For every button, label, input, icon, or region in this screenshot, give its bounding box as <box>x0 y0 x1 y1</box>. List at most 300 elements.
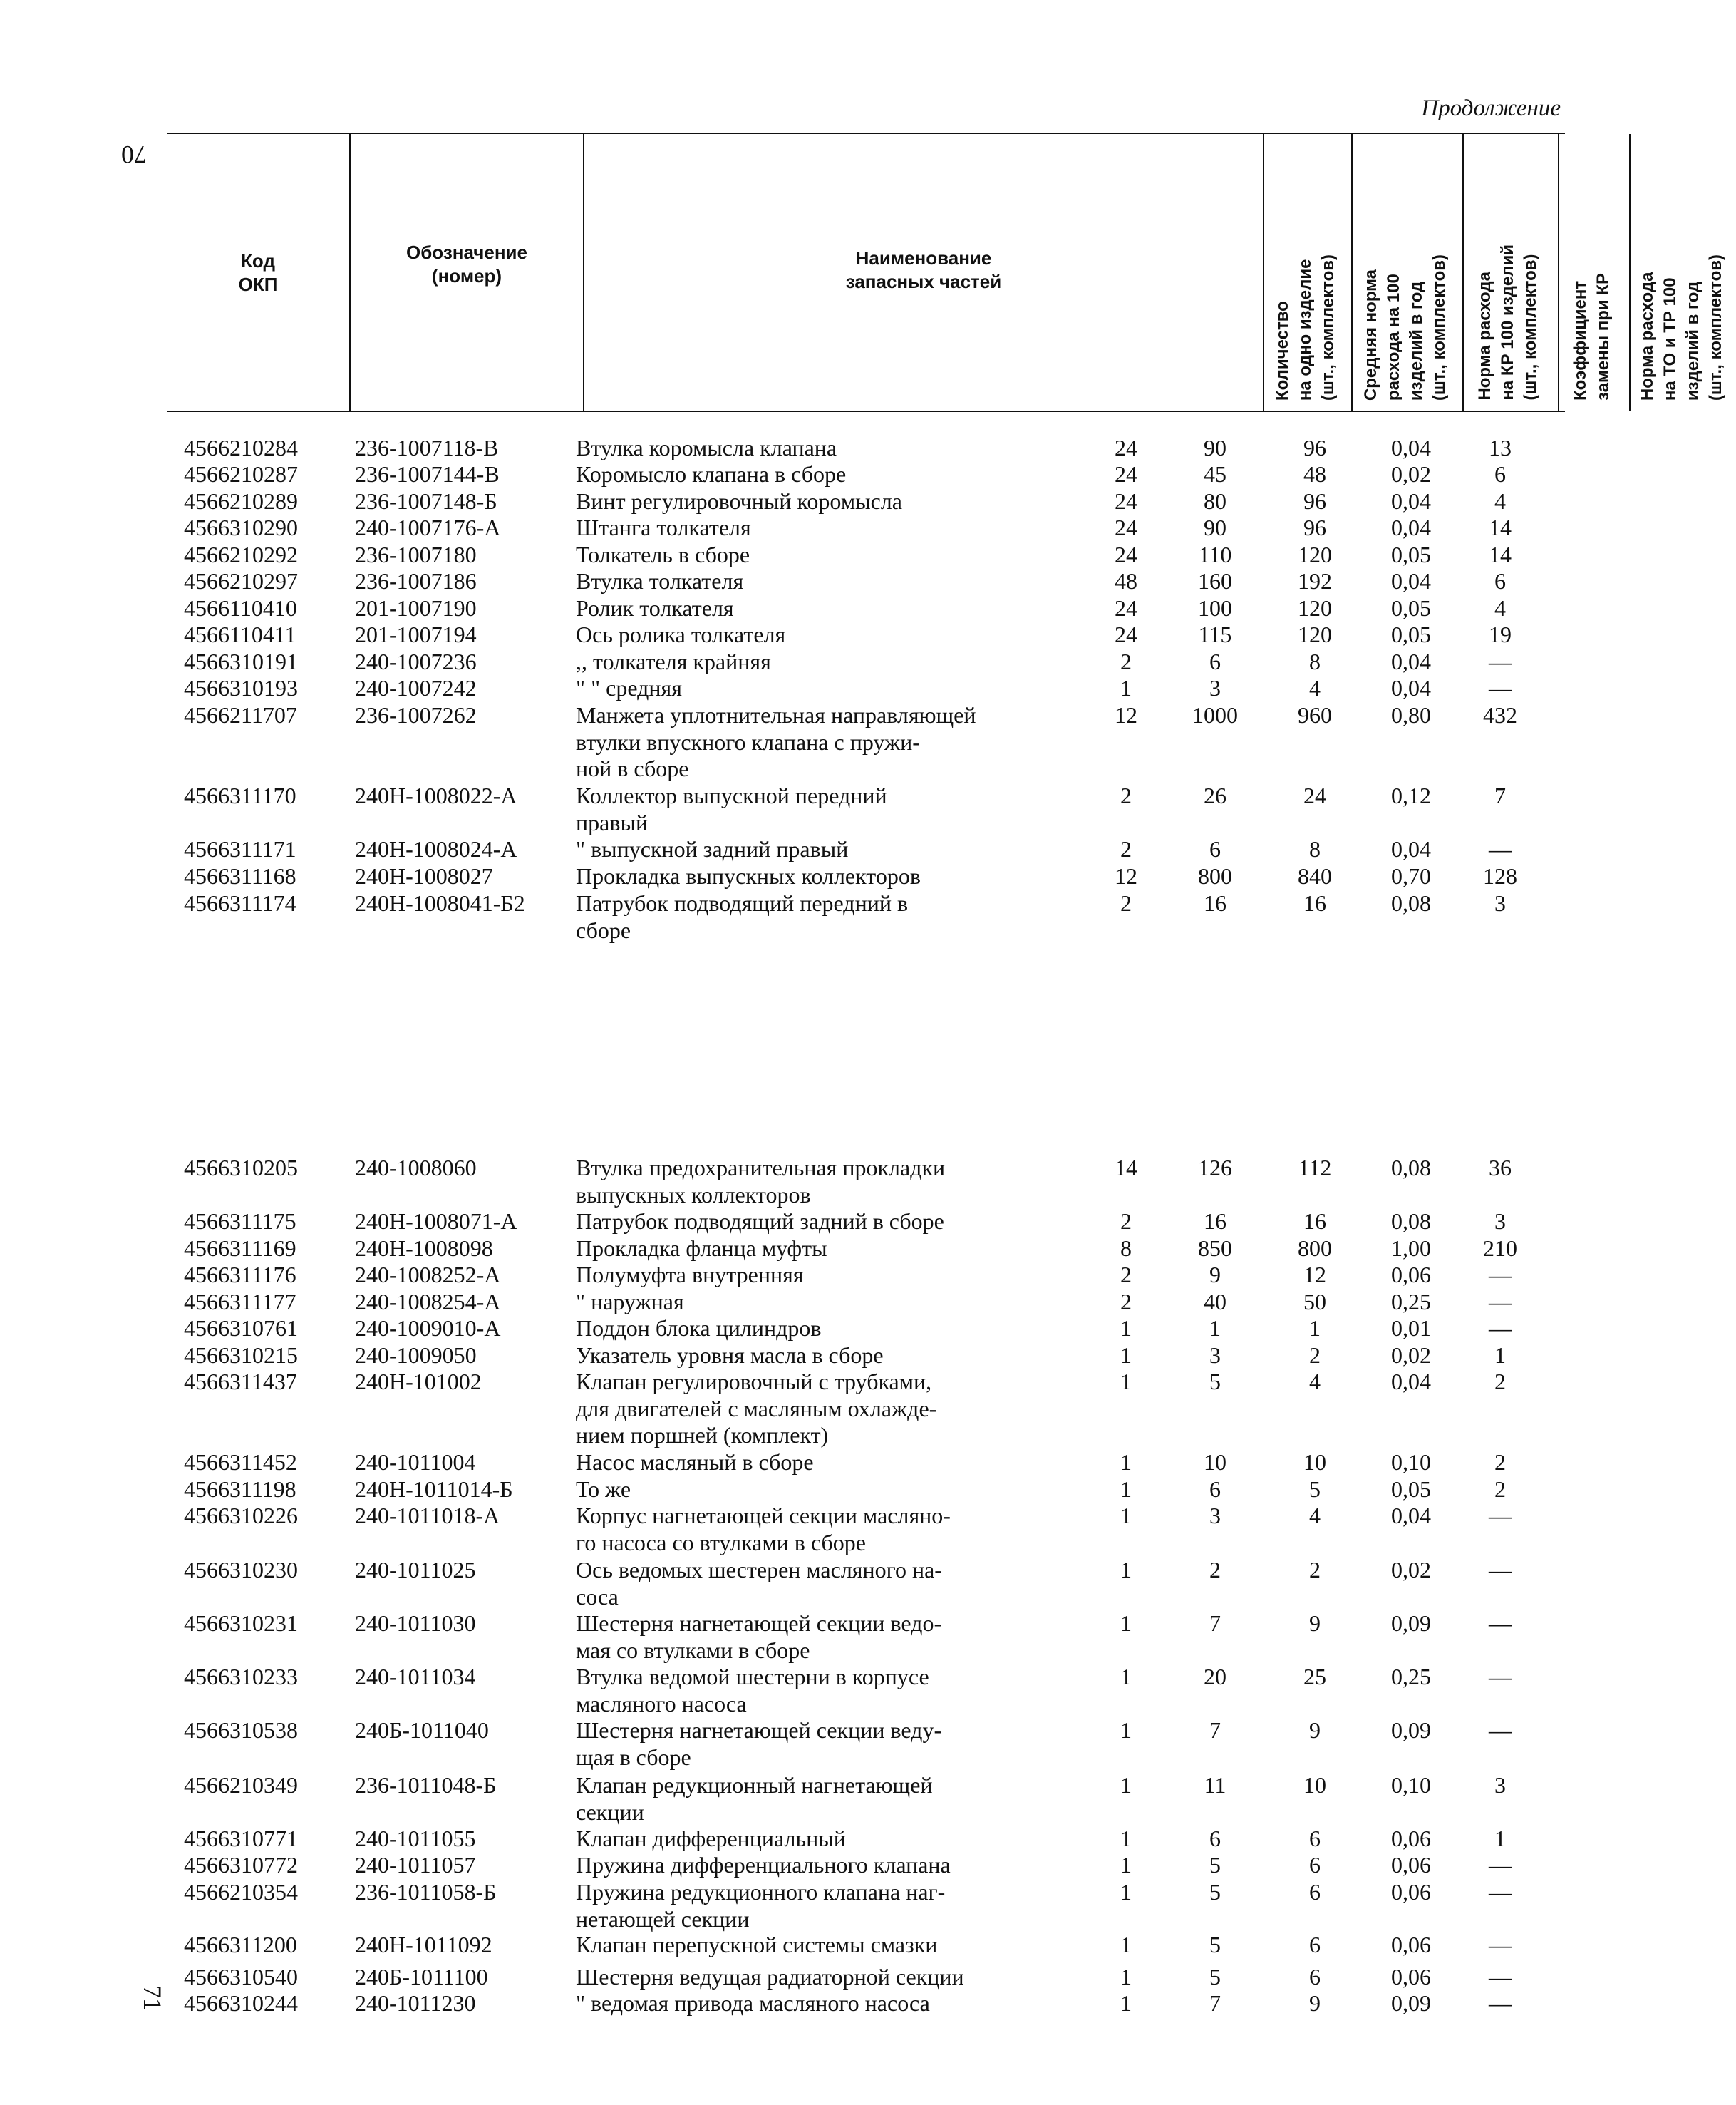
part-name: Шестерня нагнетающей секции веду- щая в сборе <box>576 1717 942 1770</box>
part-number: 240-1007242 <box>355 675 477 701</box>
part-name: ,, толкателя крайняя <box>576 649 771 674</box>
replace-coef: 0,04 <box>1391 1369 1431 1394</box>
part-number: 236-1007180 <box>355 542 477 567</box>
kr-rate: 96 <box>1303 515 1326 540</box>
okp-code: 4566210349 <box>184 1772 298 1798</box>
part-name: Втулка ведомой шестерни в корпусе масляного насоса <box>576 1664 929 1717</box>
to-rate: 432 <box>1483 702 1517 728</box>
okp-code: 4566210284 <box>184 435 298 460</box>
kr-rate: 800 <box>1298 1235 1332 1261</box>
replace-coef: 0,02 <box>1391 1557 1431 1582</box>
part-name: Патрубок подводящий задний в сборе <box>576 1208 944 1234</box>
kr-rate: 25 <box>1303 1664 1326 1689</box>
kr-rate: 12 <box>1303 1262 1326 1287</box>
header-kr-rate-cell <box>1462 134 1558 411</box>
kr-rate: 16 <box>1303 890 1326 916</box>
part-number: 240-1011030 <box>355 1610 476 1636</box>
okp-code: 4566210292 <box>184 542 298 567</box>
part-name: Втулка предохранительная прокладки выпускных коллекторов <box>576 1155 946 1208</box>
okp-code: 4566310771 <box>184 1826 298 1851</box>
okp-code: 4566311174 <box>184 890 296 916</box>
part-name: " выпускной задний правый <box>576 836 849 862</box>
kr-rate: 9 <box>1309 1717 1321 1743</box>
part-name: Шестерня ведущая радиаторной секции <box>576 1964 964 1990</box>
avg-rate: 20 <box>1204 1664 1226 1689</box>
qty-per-item: 24 <box>1115 488 1137 514</box>
replace-coef: 0,06 <box>1391 1879 1431 1905</box>
qty-per-item: 1 <box>1120 1610 1132 1636</box>
okp-code: 4566310772 <box>184 1852 298 1878</box>
replace-coef: 0,06 <box>1391 1262 1431 1287</box>
avg-rate: 100 <box>1198 595 1232 621</box>
avg-rate: 16 <box>1204 1208 1226 1234</box>
to-rate: 36 <box>1489 1155 1512 1180</box>
header-qty-cell <box>1263 134 1351 411</box>
header-okp-cell <box>167 134 349 411</box>
okp-code: 4566311452 <box>184 1449 297 1475</box>
avg-rate: 11 <box>1204 1772 1226 1798</box>
to-rate: 6 <box>1494 461 1506 487</box>
part-number: 236-1007262 <box>355 702 477 728</box>
part-name: Патрубок подводящий передний в сборе <box>576 890 909 943</box>
okp-code: 4566210354 <box>184 1879 298 1905</box>
kr-rate: 8 <box>1309 649 1321 674</box>
kr-rate: 6 <box>1309 1964 1321 1990</box>
qty-per-item: 2 <box>1120 890 1132 916</box>
kr-rate: 6 <box>1309 1852 1321 1878</box>
part-number: 236-1007118-В <box>355 435 499 460</box>
kr-rate: 4 <box>1309 675 1321 701</box>
part-name: Прокладка фланца муфты <box>576 1235 827 1261</box>
part-number: 240-1011004 <box>355 1449 476 1475</box>
okp-code: 4566311437 <box>184 1369 297 1394</box>
avg-rate: 7 <box>1209 1610 1221 1636</box>
part-number: 201-1007194 <box>355 622 477 647</box>
okp-code: 4566311200 <box>184 1932 297 1957</box>
to-rate: 14 <box>1489 515 1512 540</box>
part-number: 240Н-1008022-А <box>355 783 517 808</box>
replace-coef: 0,10 <box>1391 1449 1431 1475</box>
avg-rate: 110 <box>1198 542 1232 567</box>
kr-rate: 5 <box>1309 1476 1321 1502</box>
kr-rate: 9 <box>1309 1610 1321 1636</box>
replace-coef: 1,00 <box>1391 1235 1431 1261</box>
page-number-bottom: 71 <box>138 1985 167 2011</box>
to-rate: — <box>1489 1503 1512 1528</box>
part-number: 240-1011034 <box>355 1664 476 1689</box>
okp-code: 4566310191 <box>184 649 298 674</box>
to-rate: — <box>1489 1289 1512 1314</box>
kr-rate: 2 <box>1309 1342 1321 1368</box>
okp-code: 4566311198 <box>184 1476 296 1502</box>
part-number: 236-1007144-В <box>355 461 500 487</box>
qty-per-item: 2 <box>1120 649 1132 674</box>
header-designation-cell <box>349 134 583 411</box>
okp-code: 4566311169 <box>184 1235 296 1261</box>
part-name: Клапан дифференциальный <box>576 1826 846 1851</box>
to-rate: 4 <box>1494 595 1506 621</box>
avg-rate: 7 <box>1209 1717 1221 1743</box>
header-to-rate: Норма расхода на ТО и ТР 100 изделий в год (шт., комплектов) <box>1638 254 1725 401</box>
header-okp: Код ОКП <box>238 250 278 295</box>
kr-rate: 50 <box>1303 1289 1326 1314</box>
part-name: " наружная <box>576 1289 684 1314</box>
okp-code: 4566310205 <box>184 1155 298 1180</box>
part-number: 240-1008060 <box>355 1155 477 1180</box>
qty-per-item: 1 <box>1120 1503 1132 1528</box>
part-name: Клапан перепускной системы смазки <box>576 1932 938 1957</box>
avg-rate: 160 <box>1198 568 1232 594</box>
part-name: Пружина редукционного клапана наг- нетающей секции <box>576 1879 946 1932</box>
qty-per-item: 1 <box>1120 1342 1132 1368</box>
to-rate: 1 <box>1494 1342 1506 1368</box>
part-name: Указатель уровня масла в сборе <box>576 1342 884 1368</box>
part-number: 240Н-1008071-А <box>355 1208 517 1234</box>
qty-per-item: 1 <box>1120 1449 1132 1475</box>
to-rate: — <box>1489 1964 1512 1990</box>
okp-code: 4566311171 <box>184 836 296 862</box>
avg-rate: 2 <box>1209 1557 1221 1582</box>
qty-per-item: 2 <box>1120 1208 1132 1234</box>
to-rate: — <box>1489 1879 1512 1905</box>
replace-coef: 0,04 <box>1391 568 1431 594</box>
replace-coef: 0,02 <box>1391 461 1431 487</box>
part-name: Клапан регулировочный с трубками, для двигателей с масляным охлажде- нием поршней (комплект) <box>576 1369 937 1448</box>
kr-rate: 192 <box>1298 568 1332 594</box>
to-rate: 128 <box>1483 863 1517 889</box>
okp-code: 4566311177 <box>184 1289 296 1314</box>
okp-code: 4566311175 <box>184 1208 296 1234</box>
avg-rate: 90 <box>1204 435 1226 460</box>
header-coef: Коэффициент замены при КР <box>1571 273 1613 401</box>
replace-coef: 0,06 <box>1391 1964 1431 1990</box>
to-rate: — <box>1489 1262 1512 1287</box>
qty-per-item: 14 <box>1115 1155 1137 1180</box>
header-avg-rate-cell <box>1351 134 1462 411</box>
okp-code: 4566110410 <box>184 595 297 621</box>
qty-per-item: 1 <box>1120 1990 1132 2016</box>
qty-per-item: 2 <box>1120 783 1132 808</box>
part-number: 240-1009010-А <box>355 1315 501 1341</box>
avg-rate: 80 <box>1204 488 1226 514</box>
avg-rate: 9 <box>1209 1262 1221 1287</box>
kr-rate: 6 <box>1309 1826 1321 1851</box>
okp-code: 4566110411 <box>184 622 296 647</box>
avg-rate: 3 <box>1209 675 1221 701</box>
replace-coef: 0,25 <box>1391 1289 1431 1314</box>
to-rate: 1 <box>1494 1826 1506 1851</box>
part-name: Ролик толкателя <box>576 595 734 621</box>
part-name: Ось ведомых шестерен масляного на- соса <box>576 1557 942 1610</box>
replace-coef: 0,05 <box>1391 1476 1431 1502</box>
part-name: Втулка толкателя <box>576 568 744 594</box>
replace-coef: 0,09 <box>1391 1717 1431 1743</box>
part-name: Пружина дифференциального клапана <box>576 1852 951 1878</box>
qty-per-item: 1 <box>1120 1932 1132 1957</box>
qty-per-item: 1 <box>1120 1369 1132 1394</box>
to-rate: — <box>1489 1990 1512 2016</box>
part-number: 240Б-1011040 <box>355 1717 489 1743</box>
okp-code: 4566310231 <box>184 1610 298 1636</box>
okp-code: 4566311170 <box>184 783 296 808</box>
okp-code: 4566310290 <box>184 515 298 540</box>
part-number: 240-1008254-А <box>355 1289 501 1314</box>
qty-per-item: 1 <box>1120 1476 1132 1502</box>
avg-rate: 1 <box>1209 1315 1221 1341</box>
header-designation: Обозначение (номер) <box>406 242 527 287</box>
qty-per-item: 1 <box>1120 1879 1132 1905</box>
qty-per-item: 1 <box>1120 675 1132 701</box>
kr-rate: 8 <box>1309 836 1321 862</box>
kr-rate: 24 <box>1303 783 1326 808</box>
qty-per-item: 24 <box>1115 595 1137 621</box>
part-number: 240-1011025 <box>355 1557 476 1582</box>
part-number: 240-1007236 <box>355 649 477 674</box>
avg-rate: 16 <box>1204 890 1226 916</box>
replace-coef: 0,04 <box>1391 515 1431 540</box>
part-number: 240Б-1011100 <box>355 1964 488 1990</box>
avg-rate: 850 <box>1198 1235 1232 1261</box>
to-rate: — <box>1489 1610 1512 1636</box>
kr-rate: 4 <box>1309 1369 1321 1394</box>
qty-per-item: 1 <box>1120 1315 1132 1341</box>
to-rate: — <box>1489 675 1512 701</box>
qty-per-item: 1 <box>1120 1664 1132 1689</box>
replace-coef: 0,04 <box>1391 836 1431 862</box>
header-kr-rate: Норма расхода на КР 100 изделий (шт., комплектов) <box>1475 245 1540 401</box>
to-rate: — <box>1489 649 1512 674</box>
to-rate: 2 <box>1494 1449 1506 1475</box>
okp-code: 4566211707 <box>184 702 297 728</box>
part-number: 240-1007176-А <box>355 515 501 540</box>
part-number: 236-1011058-Б <box>355 1879 497 1905</box>
replace-coef: 0,05 <box>1391 595 1431 621</box>
okp-code: 4566310244 <box>184 1990 298 2016</box>
part-number: 240Н-1008041-Б2 <box>355 890 525 916</box>
okp-code: 4566310193 <box>184 675 298 701</box>
page-number-top: 70 <box>121 140 147 169</box>
part-name: Коллектор выпускной передний правый <box>576 783 887 835</box>
table-header <box>167 133 1725 412</box>
replace-coef: 0,01 <box>1391 1315 1431 1341</box>
part-name: Шестерня нагнетающей секции ведо- мая со втулками в сборе <box>576 1610 942 1663</box>
replace-coef: 0,80 <box>1391 702 1431 728</box>
okp-code: 4566310540 <box>184 1964 298 1990</box>
part-number: 236-1007186 <box>355 568 477 594</box>
to-rate: — <box>1489 1852 1512 1878</box>
part-number: 240Н-101002 <box>355 1369 482 1394</box>
to-rate: — <box>1489 1664 1512 1689</box>
kr-rate: 48 <box>1303 461 1326 487</box>
okp-code: 4566310538 <box>184 1717 298 1743</box>
avg-rate: 45 <box>1204 461 1226 487</box>
avg-rate: 5 <box>1209 1932 1221 1957</box>
qty-per-item: 1 <box>1120 1852 1132 1878</box>
replace-coef: 0,02 <box>1391 1342 1431 1368</box>
to-rate: 3 <box>1494 1208 1506 1234</box>
avg-rate: 5 <box>1209 1879 1221 1905</box>
kr-rate: 6 <box>1309 1932 1321 1957</box>
kr-rate: 960 <box>1298 702 1332 728</box>
replace-coef: 0,12 <box>1391 783 1431 808</box>
replace-coef: 0,06 <box>1391 1932 1431 1957</box>
to-rate: 210 <box>1483 1235 1517 1261</box>
qty-per-item: 24 <box>1115 622 1137 647</box>
to-rate: — <box>1489 836 1512 862</box>
part-name: Полумуфта внутренняя <box>576 1262 804 1287</box>
replace-coef: 0,05 <box>1391 542 1431 567</box>
okp-code: 4566310761 <box>184 1315 298 1341</box>
to-rate: — <box>1489 1717 1512 1743</box>
qty-per-item: 1 <box>1120 1964 1132 1990</box>
okp-code: 4566310230 <box>184 1557 298 1582</box>
header-name-cell <box>583 134 1263 411</box>
part-number: 240Н-1008027 <box>355 863 493 889</box>
avg-rate: 6 <box>1209 836 1221 862</box>
okp-code: 4566210297 <box>184 568 298 594</box>
qty-per-item: 48 <box>1115 568 1137 594</box>
replace-coef: 0,04 <box>1391 1503 1431 1528</box>
to-rate: 3 <box>1494 890 1506 916</box>
avg-rate: 5 <box>1209 1852 1221 1878</box>
replace-coef: 0,06 <box>1391 1852 1431 1878</box>
replace-coef: 0,04 <box>1391 488 1431 514</box>
replace-coef: 0,08 <box>1391 1155 1431 1180</box>
kr-rate: 96 <box>1303 435 1326 460</box>
replace-coef: 0,08 <box>1391 1208 1431 1234</box>
to-rate: 6 <box>1494 568 1506 594</box>
avg-rate: 10 <box>1204 1449 1226 1475</box>
part-name: Насос масляный в сборе <box>576 1449 814 1475</box>
qty-per-item: 1 <box>1120 1717 1132 1743</box>
okp-code: 4566310226 <box>184 1503 298 1528</box>
avg-rate: 7 <box>1209 1990 1221 2016</box>
continuation-label: Продолжение <box>1421 96 1561 121</box>
part-name: " ведомая привода масляного насоса <box>576 1990 930 2016</box>
kr-rate: 10 <box>1303 1449 1326 1475</box>
replace-coef: 0,08 <box>1391 890 1431 916</box>
part-number: 240-1008252-А <box>355 1262 501 1287</box>
to-rate: 2 <box>1494 1369 1506 1394</box>
kr-rate: 1 <box>1309 1315 1321 1341</box>
avg-rate: 5 <box>1209 1964 1221 1990</box>
part-name: Штанга толкателя <box>576 515 751 540</box>
kr-rate: 840 <box>1298 863 1332 889</box>
qty-per-item: 1 <box>1120 1826 1132 1851</box>
part-number: 240Н-1008098 <box>355 1235 493 1261</box>
part-number: 240-1009050 <box>355 1342 477 1368</box>
part-name: Прокладка выпускных коллекторов <box>576 863 921 889</box>
to-rate: 4 <box>1494 488 1506 514</box>
replace-coef: 0,04 <box>1391 649 1431 674</box>
part-name: Корпус нагнетающей секции масляно- го насоса со втулками в сборе <box>576 1503 951 1555</box>
to-rate: 7 <box>1494 783 1506 808</box>
qty-per-item: 12 <box>1115 863 1137 889</box>
replace-coef: 0,70 <box>1391 863 1431 889</box>
kr-rate: 4 <box>1309 1503 1321 1528</box>
kr-rate: 96 <box>1303 488 1326 514</box>
avg-rate: 3 <box>1209 1503 1221 1528</box>
part-number: 240Н-1011092 <box>355 1932 492 1957</box>
avg-rate: 6 <box>1209 1476 1221 1502</box>
okp-code: 4566210289 <box>184 488 298 514</box>
avg-rate: 1000 <box>1192 702 1238 728</box>
replace-coef: 0,05 <box>1391 622 1431 647</box>
qty-per-item: 2 <box>1120 836 1132 862</box>
replace-coef: 0,04 <box>1391 675 1431 701</box>
part-number: 236-1011048-Б <box>355 1772 497 1798</box>
part-number: 236-1007148-Б <box>355 488 497 514</box>
kr-rate: 120 <box>1298 595 1332 621</box>
to-rate: 13 <box>1489 435 1512 460</box>
replace-coef: 0,09 <box>1391 1610 1431 1636</box>
header-coef-cell <box>1558 134 1629 411</box>
header-avg-rate: Средняя норма расхода на 100 изделий в год (шт., комплектов) <box>1361 254 1449 401</box>
avg-rate: 5 <box>1209 1369 1221 1394</box>
qty-per-item: 12 <box>1115 702 1137 728</box>
qty-per-item: 24 <box>1115 515 1137 540</box>
avg-rate: 115 <box>1198 622 1232 647</box>
replace-coef: 0,04 <box>1391 435 1431 460</box>
replace-coef: 0,10 <box>1391 1772 1431 1798</box>
kr-rate: 2 <box>1309 1557 1321 1582</box>
replace-coef: 0,09 <box>1391 1990 1431 2016</box>
kr-rate: 6 <box>1309 1879 1321 1905</box>
to-rate: — <box>1489 1557 1512 1582</box>
avg-rate: 6 <box>1209 649 1221 674</box>
part-number: 240-1011018-А <box>355 1503 500 1528</box>
part-name: Поддон блока цилиндров <box>576 1315 822 1341</box>
header-to-rate-cell <box>1629 134 1736 411</box>
part-name: Коромысло клапана в сборе <box>576 461 847 487</box>
to-rate: 19 <box>1489 622 1512 647</box>
part-number: 201-1007190 <box>355 595 477 621</box>
part-name: " " средняя <box>576 675 682 701</box>
part-number: 240-1011055 <box>355 1826 476 1851</box>
part-name: То же <box>576 1476 631 1502</box>
to-rate: — <box>1489 1932 1512 1957</box>
part-name: Ось ролика толкателя <box>576 622 786 647</box>
part-name: Втулка коромысла клапана <box>576 435 837 460</box>
kr-rate: 120 <box>1298 542 1332 567</box>
kr-rate: 120 <box>1298 622 1332 647</box>
okp-code: 4566310215 <box>184 1342 298 1368</box>
okp-code: 4566210287 <box>184 461 298 487</box>
qty-per-item: 24 <box>1115 435 1137 460</box>
kr-rate: 16 <box>1303 1208 1326 1234</box>
qty-per-item: 2 <box>1120 1289 1132 1314</box>
qty-per-item: 1 <box>1120 1557 1132 1582</box>
okp-code: 4566311176 <box>184 1262 296 1287</box>
kr-rate: 10 <box>1303 1772 1326 1798</box>
replace-coef: 0,06 <box>1391 1826 1431 1851</box>
replace-coef: 0,25 <box>1391 1664 1431 1689</box>
to-rate: 3 <box>1494 1772 1506 1798</box>
part-name: Клапан редукционный нагнетающей секции <box>576 1772 933 1825</box>
part-number: 240-1011057 <box>355 1852 476 1878</box>
part-name: Манжета уплотнительная направляющей втулки впускного клапана с пружи- ной в сборе <box>576 702 976 781</box>
header-name: Наименование запасных частей <box>845 247 1002 292</box>
to-rate: 2 <box>1494 1476 1506 1502</box>
avg-rate: 6 <box>1209 1826 1221 1851</box>
part-name: Толкатель в сборе <box>576 542 750 567</box>
avg-rate: 90 <box>1204 515 1226 540</box>
qty-per-item: 8 <box>1120 1235 1132 1261</box>
qty-per-item: 2 <box>1120 1262 1132 1287</box>
avg-rate: 40 <box>1204 1289 1226 1314</box>
part-number: 240Н-1008024-А <box>355 836 517 862</box>
header-qty: Количество на одно изделие (шт., комплектов) <box>1273 254 1338 401</box>
